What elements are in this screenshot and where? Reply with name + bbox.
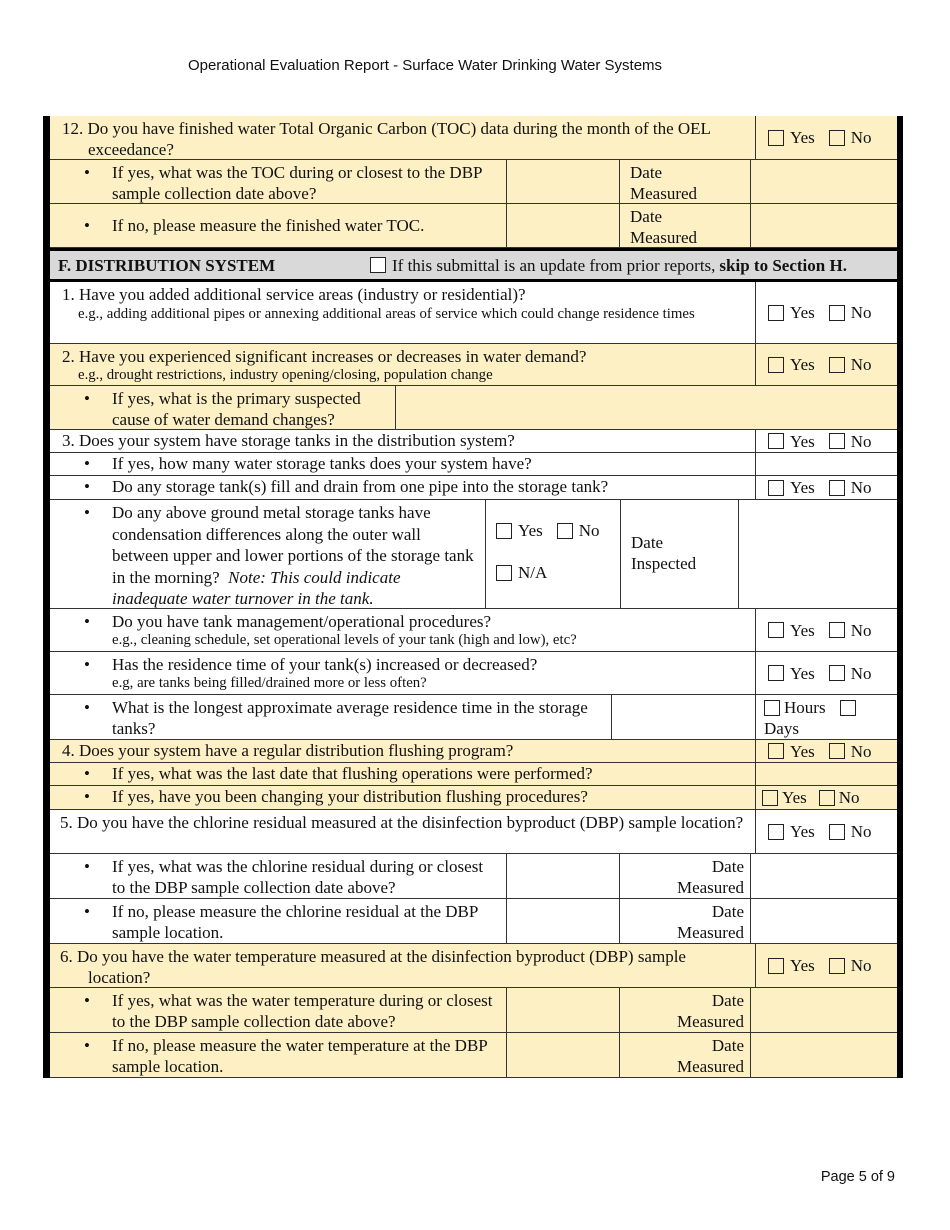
yes-checkbox[interactable] xyxy=(768,130,784,146)
question-5-answer: Yes No xyxy=(756,810,897,853)
yes-checkbox[interactable] xyxy=(768,622,784,638)
yes-checkbox[interactable] xyxy=(768,824,784,840)
question-3-sub2: • Do any storage tank(s) fill and drain from one pipe into the storage tank? xyxy=(50,476,756,499)
yes-checkbox[interactable] xyxy=(768,357,784,373)
flushing-date-field[interactable] xyxy=(756,763,897,785)
yes-checkbox[interactable] xyxy=(768,433,784,449)
question-1-row xyxy=(50,282,897,344)
question-3-sub4-answer: Yes No xyxy=(756,609,897,651)
question-3-sub6: • What is the longest approximate average residence time in the storage tanks? xyxy=(50,695,612,739)
yes-checkbox[interactable] xyxy=(768,305,784,321)
question-4-sub1: • If yes, what was the last date that flushing operations were performed? xyxy=(50,763,756,785)
question-6-text: 6. Do you have the water temperature measured at the disinfection byproduct (DBP) sample location? xyxy=(50,944,756,987)
question-3-sub1-row xyxy=(50,453,897,476)
question-2-text: 2. Have you experienced significant increases or decreases in water demand? e.g., drought restrictions, industry opening/closing, population change xyxy=(50,344,756,385)
question-4-row xyxy=(50,740,897,763)
date-measured-label: Date Measured xyxy=(620,204,751,247)
hours-checkbox[interactable] xyxy=(764,700,780,716)
question-5-sub1: • If yes, what was the chlorine residual during or closest to the DBP sample collection date above? xyxy=(50,854,507,898)
question-5-sub2-row xyxy=(50,899,897,944)
no-checkbox[interactable] xyxy=(829,130,845,146)
toc-value-field[interactable] xyxy=(507,160,620,203)
yes-checkbox[interactable] xyxy=(768,958,784,974)
question-4-sub2-answer: Yes No xyxy=(756,786,897,809)
question-6-sub2: • If no, please measure the water temperature at the DBP sample location. xyxy=(50,1033,507,1077)
question-2-row xyxy=(50,344,897,386)
question-6-row xyxy=(50,944,897,988)
question-1-answer: Yes No xyxy=(756,282,897,343)
no-checkbox[interactable] xyxy=(819,790,835,806)
date-measured-label: Date Measured xyxy=(620,1033,751,1077)
demand-cause-field[interactable] xyxy=(396,386,897,429)
toc-measure-date-field[interactable] xyxy=(751,204,897,247)
no-checkbox[interactable] xyxy=(829,665,845,681)
question-3-sub2-answer: Yes No xyxy=(756,476,897,499)
chlorine-date-field[interactable] xyxy=(751,854,897,898)
no-checkbox[interactable] xyxy=(829,305,845,321)
section-f-header xyxy=(50,248,897,282)
question-12-sub1: • If yes, what was the TOC during or closest to the DBP sample collection date above? xyxy=(50,160,507,203)
question-3-sub5: • Has the residence time of your tank(s) increased or decreased? e.g, are tanks being filled/drained more or less often? xyxy=(50,652,756,694)
yes-checkbox[interactable] xyxy=(762,790,778,806)
question-4-text: 4. Does your system have a regular distribution flushing program? xyxy=(50,740,756,762)
question-12-text: 12. Do you have finished water Total Organic Carbon (TOC) data during the month of the OEL exceedance? xyxy=(50,116,756,159)
question-4-sub1-row xyxy=(50,763,897,786)
chlorine-measure-field[interactable] xyxy=(507,899,620,943)
chlorine-value-field[interactable] xyxy=(507,854,620,898)
question-2-sub1-row xyxy=(50,386,897,430)
question-1-text: 1. Have you added additional service areas (industry or residential)? e.g., adding additional pipes or annexing additional areas of service which could change residence times xyxy=(50,282,756,343)
question-5-sub2: • If no, please measure the chlorine residual at the DBP sample location. xyxy=(50,899,507,943)
yes-checkbox[interactable] xyxy=(768,665,784,681)
question-6-answer: Yes No xyxy=(756,944,897,987)
question-3-row xyxy=(50,430,897,453)
date-inspected-label: Date Inspected xyxy=(621,500,739,608)
temperature-value-field[interactable] xyxy=(507,988,620,1032)
question-2-answer: Yes No xyxy=(756,344,897,385)
question-5-row xyxy=(50,810,897,854)
no-checkbox[interactable] xyxy=(829,958,845,974)
question-3-answer: Yes No xyxy=(756,430,897,452)
question-2-sub1: • If yes, what is the primary suspected cause of water demand changes? xyxy=(50,386,396,429)
days-checkbox[interactable] xyxy=(840,700,856,716)
question-3-sub3: • Do any above ground metal storage tanks have condensation differences along the outer wall between upper and lower portions of the storage tank in the morning? Note: This could indicate inadequate water turnover in the tank. xyxy=(50,500,486,608)
question-12-sub1-row xyxy=(50,160,897,204)
no-checkbox[interactable] xyxy=(829,743,845,759)
date-inspected-field[interactable] xyxy=(739,500,897,608)
condensation-answer: Yes No N/A xyxy=(486,500,621,608)
skip-text: If this submittal is an update from prior reports, xyxy=(392,255,716,275)
page-header: Operational Evaluation Report - Surface Water Drinking Water Systems xyxy=(187,57,663,74)
question-6-sub2-row xyxy=(50,1033,897,1078)
question-6-sub1-row xyxy=(50,988,897,1033)
no-checkbox[interactable] xyxy=(829,433,845,449)
no-checkbox[interactable] xyxy=(829,480,845,496)
residence-time-field[interactable] xyxy=(612,695,756,739)
question-12-sub2: • If no, please measure the finished water TOC. xyxy=(50,204,507,247)
question-3-sub4-row xyxy=(50,609,897,652)
residence-time-units: Hours Days xyxy=(756,695,897,739)
temperature-date-field[interactable] xyxy=(751,988,897,1032)
question-5-text: 5. Do you have the chlorine residual measured at the disinfection byproduct (DBP) sample location? xyxy=(50,810,756,853)
no-checkbox[interactable] xyxy=(829,357,845,373)
question-12-answer: Yes No xyxy=(756,116,897,159)
question-3-sub3-row xyxy=(50,500,897,609)
question-3-sub1: • If yes, how many water storage tanks does your system have? xyxy=(50,453,756,475)
question-3-sub4: • Do you have tank management/operational procedures? e.g., cleaning schedule, set operational levels of your tank (high and low), etc? xyxy=(50,609,756,651)
date-measured-label: Date Measured xyxy=(620,854,751,898)
no-checkbox[interactable] xyxy=(829,622,845,638)
question-4-answer: Yes No xyxy=(756,740,897,762)
toc-measure-field[interactable] xyxy=(507,204,620,247)
question-3-sub2-row xyxy=(50,476,897,500)
skip-instruction: skip to Section H. xyxy=(719,255,847,275)
question-5-sub1-row xyxy=(50,854,897,899)
toc-date-field[interactable] xyxy=(751,160,897,203)
question-3-text: 3. Does your system have storage tanks in the distribution system? xyxy=(50,430,756,452)
question-4-sub2: • If yes, have you been changing your distribution flushing procedures? xyxy=(50,786,756,809)
yes-checkbox[interactable] xyxy=(768,743,784,759)
date-measured-label: Date Measured xyxy=(620,899,751,943)
question-6-sub1: • If yes, what was the water temperature during or closest to the DBP sample collection date above? xyxy=(50,988,507,1032)
question-3-sub5-answer: Yes No xyxy=(756,652,897,694)
question-3-sub6-row xyxy=(50,695,897,740)
no-checkbox[interactable] xyxy=(557,523,573,539)
question-3-sub5-row xyxy=(50,652,897,695)
section-title: F. DISTRIBUTION SYSTEM xyxy=(58,255,276,275)
question-4-sub2-row xyxy=(50,786,897,810)
temperature-measure-date-field[interactable] xyxy=(751,1033,897,1077)
yes-checkbox[interactable] xyxy=(496,523,512,539)
chlorine-measure-date-field[interactable] xyxy=(751,899,897,943)
date-measured-label: Date Measured xyxy=(620,160,751,203)
page-number: Page 5 of 9 xyxy=(820,1169,895,1185)
no-checkbox[interactable] xyxy=(829,824,845,840)
skip-checkbox[interactable] xyxy=(370,257,386,273)
tank-count-field[interactable] xyxy=(756,453,897,475)
distribution-form xyxy=(43,116,903,1078)
question-12-row xyxy=(50,116,897,160)
temperature-measure-field[interactable] xyxy=(507,1033,620,1077)
question-12-sub2-row xyxy=(50,204,897,248)
na-checkbox[interactable] xyxy=(496,565,512,581)
date-measured-label: Date Measured xyxy=(620,988,751,1032)
yes-checkbox[interactable] xyxy=(768,480,784,496)
